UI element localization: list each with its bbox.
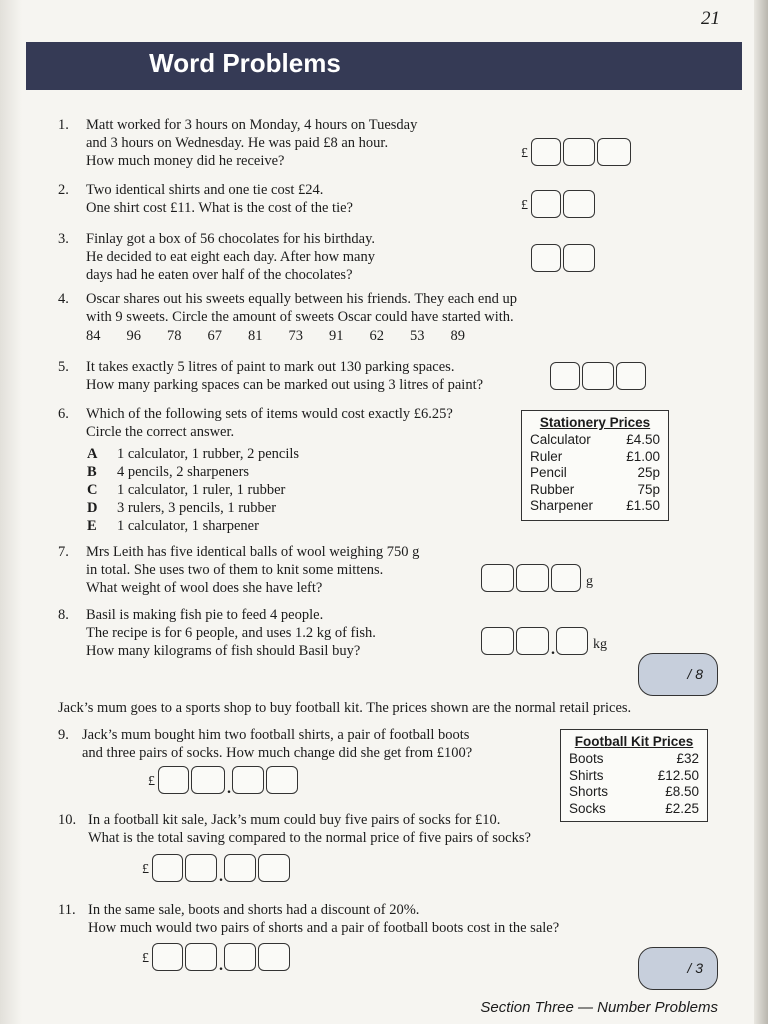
- item-name: Boots: [569, 751, 604, 766]
- option-row[interactable]: [87, 463, 299, 481]
- answer-box[interactable]: [563, 244, 595, 272]
- item-price: 75p: [637, 481, 660, 497]
- question-line: Two identical shirts and one tie cost £24.: [86, 182, 324, 198]
- question-line: How many parking spaces can be marked out using 3 litres of paint?: [86, 377, 484, 393]
- answer-1: [521, 138, 631, 166]
- answer-box[interactable]: [185, 854, 217, 882]
- option-row[interactable]: [87, 481, 299, 499]
- item-price: £12.50: [657, 767, 699, 783]
- answer-box[interactable]: [224, 943, 256, 971]
- question-number: 3.: [58, 231, 69, 247]
- table-title: Stationery Prices: [539, 415, 651, 430]
- question-line: How many kilograms of fish should Basil buy?: [86, 643, 361, 659]
- answer-3: [531, 244, 595, 272]
- answer-box[interactable]: [597, 138, 631, 166]
- question-line: Circle the correct answer.: [86, 424, 235, 440]
- decimal-point: .: [227, 780, 231, 797]
- question-line: and three pairs of socks. How much change did she get from £100?: [82, 745, 473, 761]
- page-edge-shadow: [0, 0, 22, 1024]
- price-row: [569, 801, 699, 818]
- answer-box[interactable]: [258, 854, 290, 882]
- answer-box[interactable]: [531, 138, 561, 166]
- item-price: £1.00: [626, 448, 660, 464]
- question-number: 6.: [58, 406, 69, 422]
- question-11-text: [88, 901, 559, 937]
- question-line: Matt worked for 3 hours on Monday, 4 hours on Tuesday: [86, 117, 418, 133]
- item-price: £1.50: [626, 498, 660, 513]
- option-letter: A: [87, 446, 98, 462]
- pound-sign: £: [521, 146, 528, 161]
- score-box[interactable]: / 8: [638, 653, 718, 696]
- question-line: with 9 sweets. Circle the amount of sweets Oscar could have started with.: [86, 309, 514, 325]
- question-line: How much money did he receive?: [86, 153, 285, 169]
- item-name: Socks: [569, 800, 606, 816]
- item-name: Sharpener: [530, 498, 594, 513]
- answer-box[interactable]: [551, 564, 581, 592]
- item-name: Pencil: [530, 465, 567, 480]
- question-1-text: [86, 116, 417, 170]
- option-text: 1 calculator, 1 sharpener: [117, 518, 259, 534]
- answer-box[interactable]: [232, 766, 264, 794]
- table-title: Football Kit Prices: [574, 734, 694, 749]
- choice-number[interactable]: 62: [369, 328, 384, 344]
- question-6-text: [86, 405, 453, 441]
- option-text: 1 calculator, 1 rubber, 2 pencils: [117, 446, 300, 462]
- choice-number[interactable]: 84: [86, 328, 101, 344]
- item-price: £32: [676, 751, 699, 766]
- answer-box[interactable]: [158, 766, 189, 794]
- answer-box[interactable]: [481, 564, 514, 592]
- answer-box[interactable]: [185, 943, 217, 971]
- option-text: 4 pencils, 2 sharpeners: [117, 464, 250, 480]
- question-line: In the same sale, boots and shorts had a discount of 20%.: [88, 902, 420, 918]
- option-row[interactable]: [87, 499, 299, 517]
- option-letter: D: [87, 500, 98, 516]
- price-row: [569, 751, 699, 768]
- item-name: Calculator: [530, 432, 591, 447]
- question-line: It takes exactly 5 litres of paint to mark out 130 parking spaces.: [86, 359, 455, 375]
- question-number: 10.: [58, 812, 77, 828]
- item-price: £8.50: [665, 784, 699, 799]
- question-number: 7.: [58, 544, 69, 560]
- choice-number[interactable]: 78: [167, 328, 182, 344]
- question-line: Mrs Leith has five identical balls of wool weighing 750 g: [86, 544, 420, 560]
- answer-11: [142, 943, 290, 974]
- unit-label: g: [586, 574, 593, 589]
- answer-8: [481, 627, 607, 658]
- question-3-text: [86, 230, 375, 284]
- question-2-text: [86, 181, 353, 217]
- decimal-point: .: [551, 641, 555, 658]
- answer-box[interactable]: [556, 627, 588, 655]
- option-list: [87, 445, 299, 535]
- question-line: What is the total saving compared to the normal price of five pairs of socks?: [88, 830, 531, 846]
- option-text: 1 calculator, 1 ruler, 1 rubber: [117, 482, 286, 498]
- price-row: [569, 768, 699, 785]
- question-line: One shirt cost £11. What is the cost of the tie?: [86, 200, 353, 216]
- question-line: He decided to eat eight each day. After how many: [86, 249, 375, 265]
- section-footer: Section Three — Number Problems: [480, 999, 718, 1016]
- option-row[interactable]: [87, 517, 299, 535]
- question-number: 2.: [58, 182, 69, 198]
- option-text: 3 rulers, 3 pencils, 1 rubber: [117, 500, 277, 516]
- question-line: in total. She uses two of them to knit some mittens.: [86, 562, 384, 578]
- item-price: 25p: [637, 465, 660, 480]
- answer-box[interactable]: [152, 854, 183, 882]
- question-line: Oscar shares out his sweets equally between his friends. They each end up: [86, 291, 517, 307]
- decimal-point: .: [219, 868, 223, 885]
- unit-label: kg: [593, 637, 607, 652]
- question-7-text: [86, 543, 419, 597]
- answer-box[interactable]: [550, 362, 580, 390]
- question-10-text: [88, 811, 531, 847]
- answer-box[interactable]: [516, 564, 549, 592]
- binding-shadow: [754, 0, 768, 1024]
- choice-number[interactable]: 91: [329, 328, 344, 344]
- question-4-text: [86, 290, 517, 326]
- question-line: Basil is making fish pie to feed 4 people.: [86, 607, 324, 623]
- answer-box[interactable]: [224, 854, 256, 882]
- answer-box[interactable]: [582, 362, 614, 390]
- decimal-point: .: [219, 957, 223, 974]
- choice-number[interactable]: 89: [450, 328, 465, 344]
- choice-number[interactable]: 53: [410, 328, 425, 344]
- price-row: [530, 449, 660, 466]
- answer-box[interactable]: [531, 190, 561, 218]
- question-line: What weight of wool does she have left?: [86, 580, 323, 596]
- price-row: [530, 482, 660, 499]
- answer-box[interactable]: [266, 766, 298, 794]
- page-number: 21: [701, 8, 720, 29]
- question-line: days had he eaten over half of the chocolates?: [86, 267, 353, 283]
- price-row: [530, 432, 660, 449]
- answer-box[interactable]: [258, 943, 290, 971]
- answer-box[interactable]: [191, 766, 225, 794]
- price-row: [530, 465, 660, 482]
- answer-box[interactable]: [516, 627, 549, 655]
- choice-number[interactable]: 96: [126, 328, 141, 344]
- item-price: £2.25: [665, 800, 699, 816]
- choice-number[interactable]: 81: [248, 328, 263, 344]
- number-choices: [86, 328, 465, 345]
- item-name: Shirts: [569, 767, 604, 783]
- question-number: 4.: [58, 291, 69, 307]
- question-line: Finlay got a box of 56 chocolates for his birthday.: [86, 231, 376, 247]
- question-line: The recipe is for 6 people, and uses 1.2 kg of fish.: [86, 625, 376, 641]
- answer-box[interactable]: [531, 244, 561, 272]
- pound-sign: £: [142, 862, 149, 877]
- answer-box[interactable]: [563, 138, 595, 166]
- pound-sign: £: [148, 774, 155, 789]
- answer-7: [481, 564, 593, 592]
- option-letter: E: [87, 518, 97, 534]
- question-number: 9.: [58, 727, 69, 743]
- page-title: Word Problems: [149, 48, 341, 78]
- price-row: [569, 784, 699, 801]
- question-line: Which of the following sets of items would cost exactly £6.25?: [86, 406, 453, 422]
- choice-number[interactable]: 73: [288, 328, 303, 344]
- question-9-text: [82, 726, 472, 762]
- football-intro: Jack’s mum goes to a sports shop to buy football kit. The prices shown are the normal retail prices.: [58, 700, 632, 716]
- football-kit-price-table: [560, 729, 708, 822]
- question-number: 8.: [58, 607, 69, 623]
- question-number: 5.: [58, 359, 69, 375]
- score-box[interactable]: / 3: [638, 947, 718, 990]
- item-name: Shorts: [569, 784, 609, 799]
- question-line: How much would two pairs of shorts and a pair of football boots cost in the sale?: [88, 920, 560, 936]
- pound-sign: £: [142, 951, 149, 966]
- question-line: In a football kit sale, Jack’s mum could buy five pairs of socks for £10.: [88, 812, 501, 828]
- option-letter: C: [87, 482, 98, 498]
- answer-box[interactable]: [616, 362, 646, 390]
- answer-box[interactable]: [563, 190, 595, 218]
- option-letter: B: [87, 464, 97, 480]
- question-8-text: [86, 606, 376, 660]
- answer-2: [521, 190, 595, 218]
- item-price: £4.50: [626, 432, 660, 447]
- answer-10: [142, 854, 290, 885]
- option-row[interactable]: [87, 445, 299, 463]
- question-number: 1.: [58, 117, 69, 133]
- pound-sign: £: [521, 198, 528, 213]
- item-name: Rubber: [530, 481, 575, 497]
- stationery-price-table: [521, 410, 669, 521]
- choice-number[interactable]: 67: [207, 328, 222, 344]
- answer-5: [550, 362, 646, 390]
- question-number: 11.: [58, 902, 76, 918]
- answer-box[interactable]: [481, 627, 514, 655]
- question-line: and 3 hours on Wednesday. He was paid £8 an hour.: [86, 135, 389, 151]
- answer-9: [148, 766, 298, 797]
- item-name: Ruler: [530, 448, 563, 464]
- answer-box[interactable]: [152, 943, 183, 971]
- question-5-text: [86, 358, 483, 394]
- question-line: Jack’s mum bought him two football shirts, a pair of football boots: [82, 727, 470, 743]
- price-row: [530, 498, 660, 515]
